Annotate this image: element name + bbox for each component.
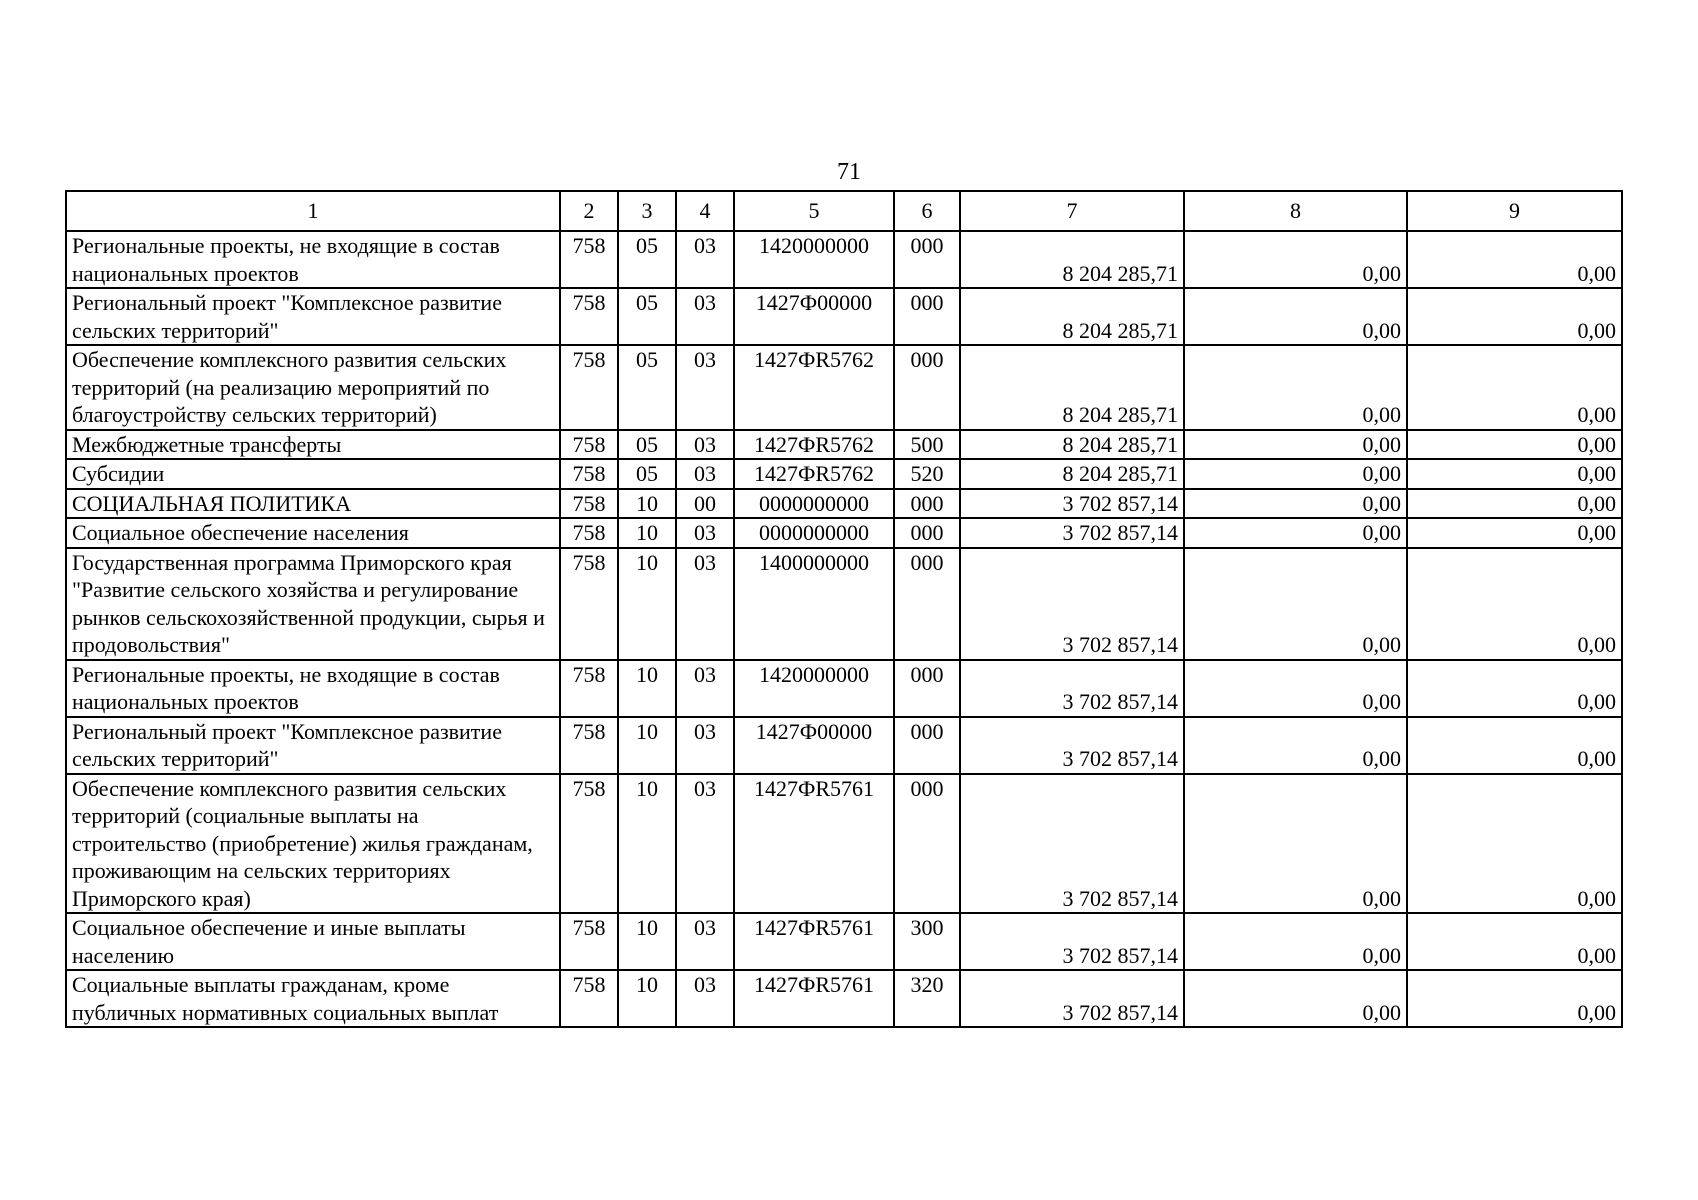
row-name-cell: Обеспечение комплексного развития сельских территорий (социальные выплаты на строительство (приобретение) жилья гражданам, проживающим на сельских территориях Приморского края) xyxy=(66,774,560,914)
table-row xyxy=(66,518,1622,548)
row-col5-cell: 0000000000 xyxy=(734,518,894,548)
row-col9-amount-cell: 0,00 xyxy=(1407,518,1622,548)
row-name-cell: Межбюджетные трансферты xyxy=(66,430,560,460)
header-cell-9: 9 xyxy=(1407,191,1622,231)
row-col9-amount-cell: 0,00 xyxy=(1407,288,1622,345)
row-col9-amount-cell: 0,00 xyxy=(1407,717,1622,774)
row-col9-amount-cell: 0,00 xyxy=(1407,913,1622,970)
row-name-cell: Социальное обеспечение и иные выплаты населению xyxy=(66,913,560,970)
table-row xyxy=(66,548,1622,660)
row-col5-cell: 1400000000 xyxy=(734,548,894,660)
row-col5-cell: 1427ФR5761 xyxy=(734,913,894,970)
row-col2-cell: 758 xyxy=(560,913,618,970)
header-cell-5: 5 xyxy=(734,191,894,231)
row-col3-cell: 05 xyxy=(618,288,676,345)
row-col9-amount-cell: 0,00 xyxy=(1407,459,1622,489)
table-row xyxy=(66,660,1622,717)
row-col6-cell: 000 xyxy=(894,518,960,548)
row-col7-amount-cell: 3 702 857,14 xyxy=(960,548,1184,660)
row-col5-cell: 1420000000 xyxy=(734,231,894,288)
row-name-cell: Субсидии xyxy=(66,459,560,489)
row-col2-cell: 758 xyxy=(560,548,618,660)
row-col3-cell: 05 xyxy=(618,345,676,430)
row-col4-cell: 03 xyxy=(676,913,734,970)
table-body xyxy=(66,191,1622,1027)
row-col8-amount-cell: 0,00 xyxy=(1184,717,1407,774)
row-col6-cell: 000 xyxy=(894,345,960,430)
row-name-cell: Социальное обеспечение населения xyxy=(66,518,560,548)
row-col3-cell: 10 xyxy=(618,548,676,660)
row-col6-cell: 000 xyxy=(894,548,960,660)
row-col4-cell: 03 xyxy=(676,774,734,914)
row-col4-cell: 03 xyxy=(676,548,734,660)
row-col7-amount-cell: 8 204 285,71 xyxy=(960,345,1184,430)
row-name-cell: Региональные проекты, не входящие в состав национальных проектов xyxy=(66,231,560,288)
row-col6-cell: 500 xyxy=(894,430,960,460)
table-row xyxy=(66,970,1622,1027)
table-row xyxy=(66,288,1622,345)
row-col8-amount-cell: 0,00 xyxy=(1184,489,1407,519)
row-col2-cell: 758 xyxy=(560,774,618,914)
row-col4-cell: 00 xyxy=(676,489,734,519)
row-col2-cell: 758 xyxy=(560,231,618,288)
row-col4-cell: 03 xyxy=(676,288,734,345)
row-col2-cell: 758 xyxy=(560,660,618,717)
row-col3-cell: 10 xyxy=(618,913,676,970)
budget-table xyxy=(65,190,1623,1028)
row-col2-cell: 758 xyxy=(560,717,618,774)
header-cell-2: 2 xyxy=(560,191,618,231)
row-name-cell: Государственная программа Приморского края "Развитие сельского хозяйства и регулирование рынков сельскохозяйственной продукции, сырья и продовольствия" xyxy=(66,548,560,660)
row-col7-amount-cell: 8 204 285,71 xyxy=(960,430,1184,460)
row-col8-amount-cell: 0,00 xyxy=(1184,913,1407,970)
row-name-cell: Региональные проекты, не входящие в состав национальных проектов xyxy=(66,660,560,717)
row-col9-amount-cell: 0,00 xyxy=(1407,489,1622,519)
row-col3-cell: 10 xyxy=(618,660,676,717)
table-row xyxy=(66,774,1622,914)
row-col6-cell: 000 xyxy=(894,717,960,774)
row-col2-cell: 758 xyxy=(560,459,618,489)
row-col2-cell: 758 xyxy=(560,345,618,430)
row-col6-cell: 000 xyxy=(894,489,960,519)
table-row xyxy=(66,913,1622,970)
table-row xyxy=(66,717,1622,774)
row-name-cell: СОЦИАЛЬНАЯ ПОЛИТИКА xyxy=(66,489,560,519)
row-col8-amount-cell: 0,00 xyxy=(1184,231,1407,288)
row-col2-cell: 758 xyxy=(560,518,618,548)
row-col4-cell: 03 xyxy=(676,717,734,774)
row-col2-cell: 758 xyxy=(560,288,618,345)
row-col3-cell: 05 xyxy=(618,231,676,288)
row-col7-amount-cell: 3 702 857,14 xyxy=(960,970,1184,1027)
row-col3-cell: 10 xyxy=(618,717,676,774)
header-cell-1: 1 xyxy=(66,191,560,231)
table-row xyxy=(66,430,1622,460)
row-col8-amount-cell: 0,00 xyxy=(1184,970,1407,1027)
row-col8-amount-cell: 0,00 xyxy=(1184,548,1407,660)
row-col3-cell: 10 xyxy=(618,774,676,914)
row-col2-cell: 758 xyxy=(560,489,618,519)
header-row xyxy=(66,191,1622,231)
row-col3-cell: 10 xyxy=(618,489,676,519)
row-col7-amount-cell: 8 204 285,71 xyxy=(960,288,1184,345)
row-col5-cell: 0000000000 xyxy=(734,489,894,519)
row-col4-cell: 03 xyxy=(676,345,734,430)
row-col2-cell: 758 xyxy=(560,970,618,1027)
row-col6-cell: 000 xyxy=(894,288,960,345)
row-col9-amount-cell: 0,00 xyxy=(1407,430,1622,460)
row-name-cell: Социальные выплаты гражданам, кроме публичных нормативных социальных выплат xyxy=(66,970,560,1027)
row-col8-amount-cell: 0,00 xyxy=(1184,459,1407,489)
row-col5-cell: 1427Ф00000 xyxy=(734,288,894,345)
row-col6-cell: 000 xyxy=(894,231,960,288)
row-col7-amount-cell: 3 702 857,14 xyxy=(960,518,1184,548)
row-col9-amount-cell: 0,00 xyxy=(1407,660,1622,717)
row-col7-amount-cell: 3 702 857,14 xyxy=(960,660,1184,717)
row-col6-cell: 320 xyxy=(894,970,960,1027)
row-col7-amount-cell: 3 702 857,14 xyxy=(960,913,1184,970)
header-cell-8: 8 xyxy=(1184,191,1407,231)
row-col7-amount-cell: 8 204 285,71 xyxy=(960,459,1184,489)
table-row xyxy=(66,489,1622,519)
row-col9-amount-cell: 0,00 xyxy=(1407,345,1622,430)
row-col6-cell: 300 xyxy=(894,913,960,970)
row-name-cell: Региональный проект "Комплексное развитие сельских территорий" xyxy=(66,717,560,774)
row-name-cell: Региональный проект "Комплексное развитие сельских территорий" xyxy=(66,288,560,345)
table-row xyxy=(66,345,1622,430)
row-col9-amount-cell: 0,00 xyxy=(1407,774,1622,914)
row-col3-cell: 05 xyxy=(618,430,676,460)
header-cell-6: 6 xyxy=(894,191,960,231)
row-name-cell: Обеспечение комплексного развития сельских территорий (на реализацию мероприятий по благоустройству сельских территорий) xyxy=(66,345,560,430)
header-cell-4: 4 xyxy=(676,191,734,231)
row-col9-amount-cell: 0,00 xyxy=(1407,548,1622,660)
row-col5-cell: 1427Ф00000 xyxy=(734,717,894,774)
row-col8-amount-cell: 0,00 xyxy=(1184,774,1407,914)
row-col9-amount-cell: 0,00 xyxy=(1407,970,1622,1027)
row-col3-cell: 10 xyxy=(618,518,676,548)
row-col9-amount-cell: 0,00 xyxy=(1407,231,1622,288)
row-col7-amount-cell: 3 702 857,14 xyxy=(960,489,1184,519)
row-col3-cell: 10 xyxy=(618,970,676,1027)
page-number: 71 xyxy=(837,159,861,185)
row-col3-cell: 05 xyxy=(618,459,676,489)
header-cell-3: 3 xyxy=(618,191,676,231)
row-col6-cell: 000 xyxy=(894,774,960,914)
row-col4-cell: 03 xyxy=(676,231,734,288)
row-col4-cell: 03 xyxy=(676,459,734,489)
row-col5-cell: 1427ФR5761 xyxy=(734,774,894,914)
table-row xyxy=(66,231,1622,288)
row-col8-amount-cell: 0,00 xyxy=(1184,518,1407,548)
row-col5-cell: 1427ФR5761 xyxy=(734,970,894,1027)
row-col6-cell: 520 xyxy=(894,459,960,489)
row-col4-cell: 03 xyxy=(676,660,734,717)
row-col5-cell: 1427ФR5762 xyxy=(734,430,894,460)
row-col8-amount-cell: 0,00 xyxy=(1184,288,1407,345)
row-col5-cell: 1427ФR5762 xyxy=(734,459,894,489)
row-col4-cell: 03 xyxy=(676,970,734,1027)
row-col4-cell: 03 xyxy=(676,430,734,460)
row-col7-amount-cell: 3 702 857,14 xyxy=(960,717,1184,774)
row-col4-cell: 03 xyxy=(676,518,734,548)
row-col8-amount-cell: 0,00 xyxy=(1184,660,1407,717)
row-col5-cell: 1420000000 xyxy=(734,660,894,717)
row-col6-cell: 000 xyxy=(894,660,960,717)
table-row xyxy=(66,459,1622,489)
row-col2-cell: 758 xyxy=(560,430,618,460)
row-col8-amount-cell: 0,00 xyxy=(1184,430,1407,460)
row-col8-amount-cell: 0,00 xyxy=(1184,345,1407,430)
row-col7-amount-cell: 3 702 857,14 xyxy=(960,774,1184,914)
row-col7-amount-cell: 8 204 285,71 xyxy=(960,231,1184,288)
header-cell-7: 7 xyxy=(960,191,1184,231)
row-col5-cell: 1427ФR5762 xyxy=(734,345,894,430)
